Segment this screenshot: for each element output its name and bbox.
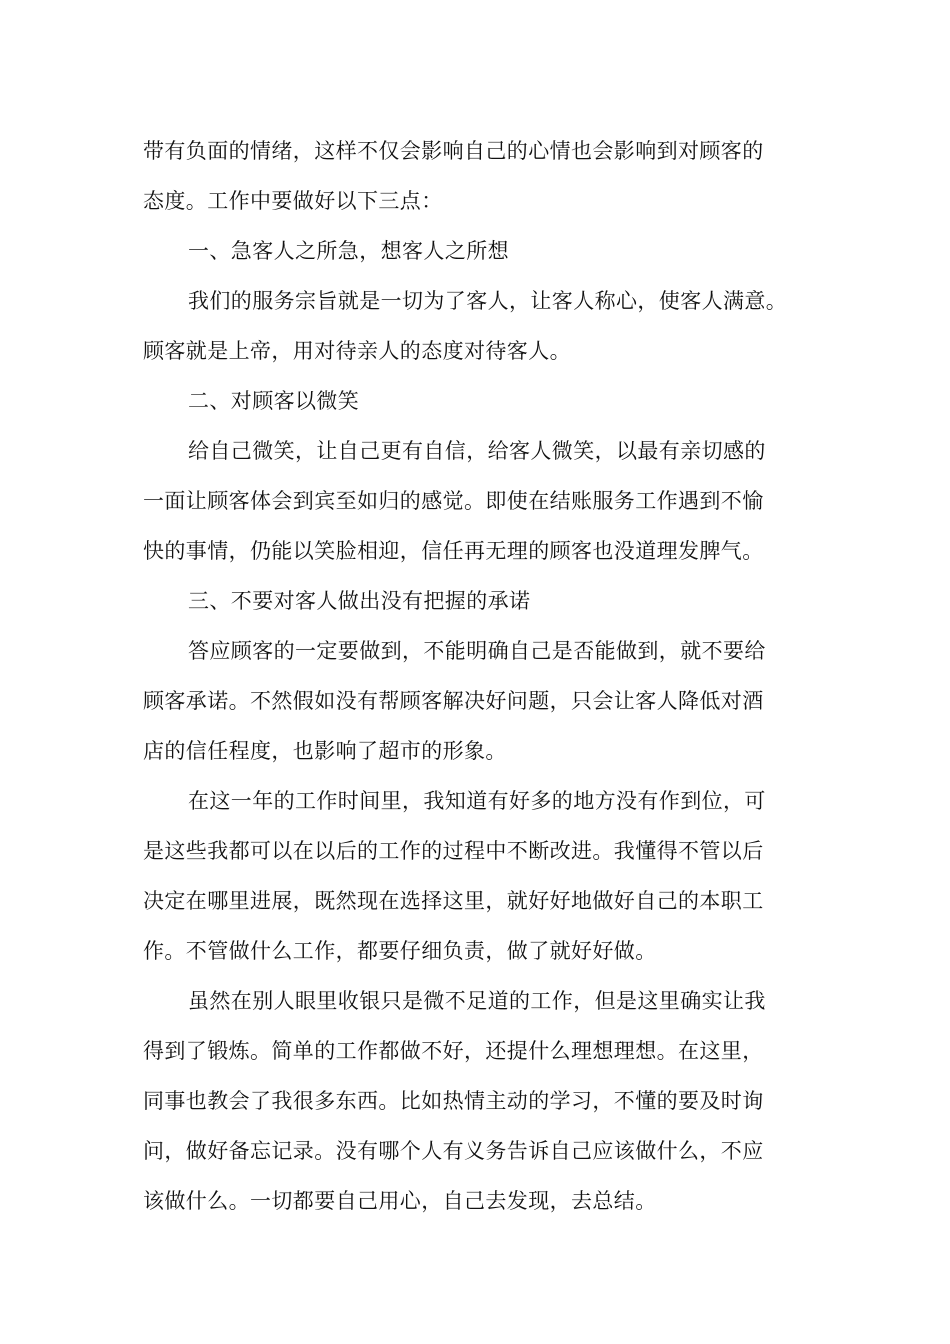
text-line-21: 问，做好备忘记录。没有哪个人有义务告诉自己应该做什么，不应 <box>143 1139 764 1163</box>
text-line-13: 店的信任程度，也影响了超市的形象。 <box>143 739 507 763</box>
text-line-12: 顾客承诺。不然假如没有帮顾客解决好问题，只会让客人降低对酒 <box>143 689 764 713</box>
text-line-2: 态度。工作中要做好以下三点： <box>143 189 443 213</box>
text-line-18: 虽然在别人眼里收银只是微不足道的工作，但是这里确实让我 <box>188 989 766 1013</box>
text-line-22: 该做什么。一切都要自己用心，自己去发现，去总结。 <box>143 1189 657 1213</box>
text-line-14: 在这一年的工作时间里，我知道有好多的地方没有作到位，可 <box>188 789 766 813</box>
text-line-4: 我们的服务宗旨就是一切为了客人，让客人称心，使客人满意。 <box>188 289 788 313</box>
section-heading-1: 一、急客人之所急，想客人之所想 <box>188 239 509 263</box>
text-line-8: 一面让顾客体会到宾至如归的感觉。即使在结账服务工作遇到不愉 <box>143 489 764 513</box>
text-line-17: 作。不管做什么工作，都要仔细负责，做了就好好做。 <box>143 939 657 963</box>
section-heading-3: 三、不要对客人做出没有把握的承诺 <box>188 589 531 613</box>
text-line-9: 快的事情，仍能以笑脸相迎，信任再无理的顾客也没道理发脾气。 <box>143 539 764 563</box>
text-line-7: 给自己微笑，让自己更有自信，给客人微笑，以最有亲切感的 <box>188 439 766 463</box>
text-line-16: 决定在哪里进展，既然现在选择这里，就好好地做好自己的本职工 <box>143 889 764 913</box>
section-heading-2: 二、对顾客以微笑 <box>188 389 360 413</box>
text-line-19: 得到了锻炼。简单的工作都做不好，还提什么理想理想。在这里， <box>143 1039 764 1063</box>
text-line-1: 带有负面的情绪，这样不仅会影响自己的心情也会影响到对顾客的 <box>143 139 764 163</box>
text-line-11: 答应顾客的一定要做到，不能明确自己是否能做到，就不要给 <box>188 639 766 663</box>
text-line-15: 是这些我都可以在以后的工作的过程中不断改进。我懂得不管以后 <box>143 839 764 863</box>
text-line-5: 顾客就是上帝，用对待亲人的态度对待客人。 <box>143 339 571 363</box>
text-line-20: 同事也教会了我很多东西。比如热情主动的学习，不懂的要及时询 <box>143 1089 764 1113</box>
